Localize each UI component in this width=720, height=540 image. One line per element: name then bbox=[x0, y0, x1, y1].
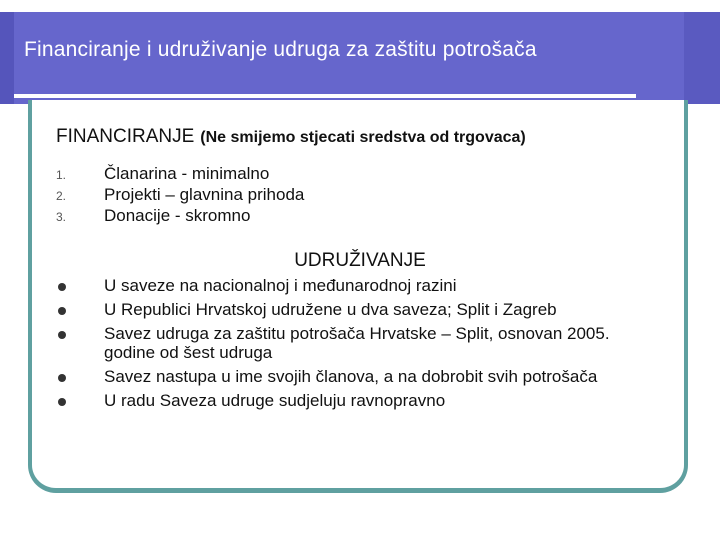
bullet-dot-icon bbox=[58, 398, 66, 406]
bullet-dot-icon bbox=[58, 331, 66, 339]
financing-heading-text: FINANCIRANJE bbox=[56, 126, 195, 147]
financing-heading bbox=[56, 126, 526, 148]
list-item-text: Donacije - skromno bbox=[104, 206, 251, 225]
list-item-text: Članarina - minimalno bbox=[104, 164, 270, 183]
list-number: 3. bbox=[56, 210, 67, 224]
list-item-text: U Republici Hrvatskoj udružene u dva saveza; Split i Zagreb bbox=[104, 300, 557, 319]
list-item-text: Projekti – glavnina prihoda bbox=[104, 185, 305, 204]
list-number: 2. bbox=[56, 189, 67, 203]
list-item bbox=[56, 276, 656, 295]
financing-subheading: (Ne smijemo stjecati sredstva od trgovaca) bbox=[200, 129, 526, 146]
title-left-strip bbox=[0, 12, 14, 104]
slide-title: Financiranje i udruživanje udruga za zaštitu potrošača bbox=[24, 38, 537, 61]
list-item-text: Savez udruga za zaštitu potrošača Hrvatske – Split, osnovan 2005. godine od šest udruga bbox=[104, 324, 610, 362]
bullet-dot-icon bbox=[58, 283, 66, 291]
list-item-text: Savez nastupa u ime svojih članova, a na dobrobit svih potrošača bbox=[104, 367, 598, 386]
list-item bbox=[56, 391, 656, 410]
title-divider bbox=[14, 94, 636, 98]
bullet-dot-icon bbox=[58, 374, 66, 382]
title-right-block bbox=[684, 12, 720, 104]
list-item bbox=[56, 300, 656, 319]
list-item-text: U saveze na nacionalnoj i međunarodnoj razini bbox=[104, 276, 457, 295]
list-item-text: U radu Saveza udruge sudjeluju ravnopravno bbox=[104, 391, 446, 410]
bullet-dot-icon bbox=[58, 307, 66, 315]
association-list bbox=[56, 276, 656, 410]
list-item bbox=[56, 324, 656, 362]
list-item bbox=[56, 367, 656, 386]
list-number: 1. bbox=[56, 168, 67, 182]
association-heading: UDRUŽIVANJE bbox=[294, 250, 426, 271]
